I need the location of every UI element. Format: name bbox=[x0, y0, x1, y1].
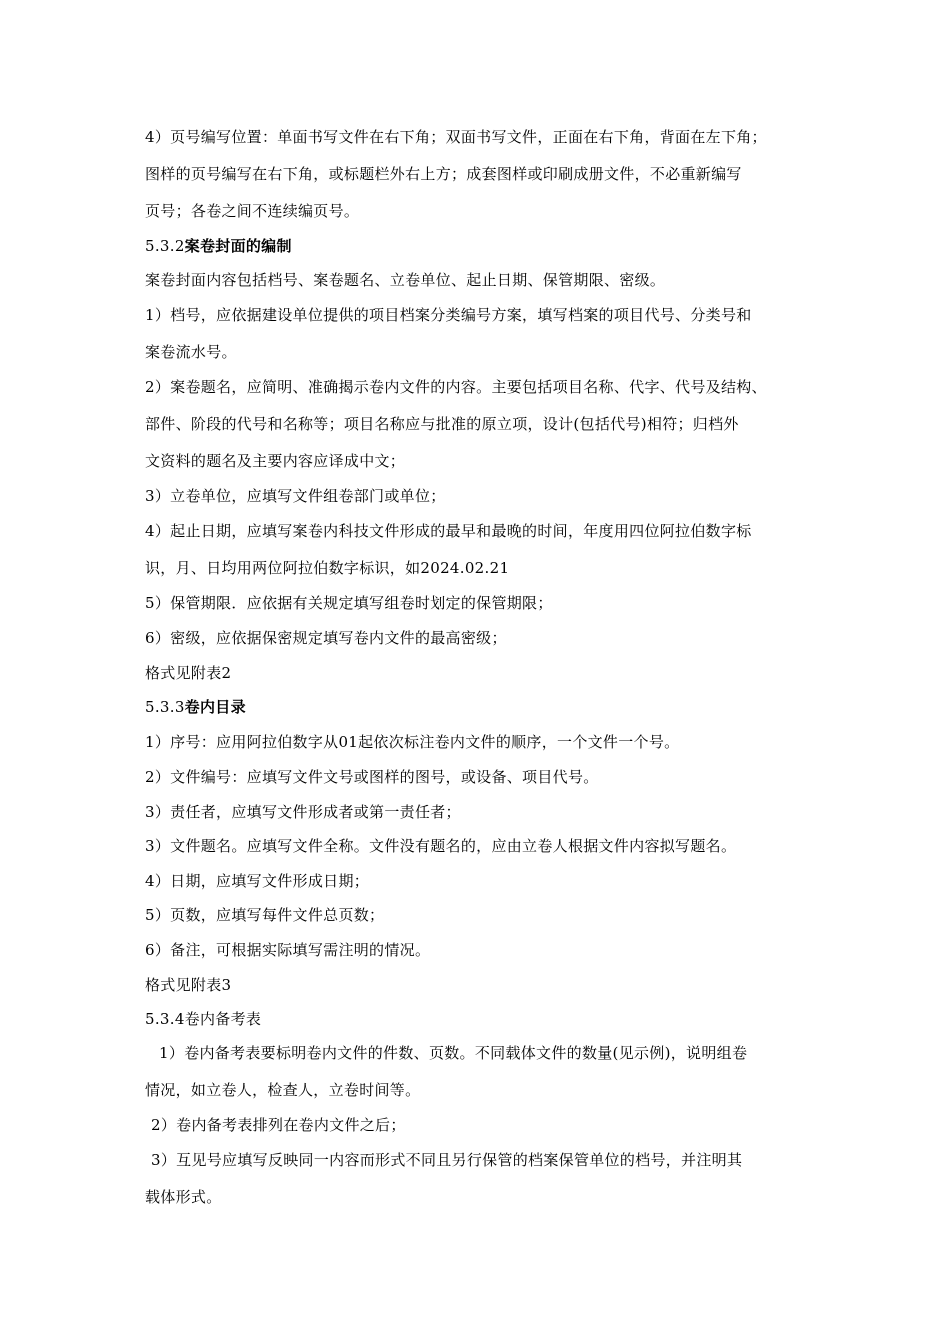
paragraph-line: 2）卷内备考表排列在卷内文件之后； bbox=[151, 1116, 406, 1134]
paragraph-line: 图样的页号编写在右下角，或标题栏外右上方；成套图样或印刷成册文件，不必重新编写 bbox=[145, 165, 742, 183]
paragraph-line: 识，月、日均用两位阿拉伯数字标识，如2024.02.21 bbox=[145, 559, 510, 577]
paragraph-line: 5）保管期限．应依据有关规定填写组卷时划定的保管期限； bbox=[145, 594, 553, 612]
paragraph-line: 4）页号编写位置：单面书写文件在右下角；双面书写文件，正面在右下角，背面在左下角； bbox=[145, 128, 767, 146]
paragraph-line: 3）责任者，应填写文件形成者或第一责任者； bbox=[145, 803, 461, 821]
paragraph-line: 2）文件编号：应填写文件文号或图样的图号，或设备、项目代号。 bbox=[145, 768, 599, 786]
section-number: 5.3.3 bbox=[145, 698, 185, 716]
paragraph-line: 案卷流水号。 bbox=[145, 343, 237, 361]
paragraph-line: 6）备注，可根据实际填写需注明的情况。 bbox=[145, 941, 431, 959]
paragraph-line: 4）日期，应填写文件形成日期； bbox=[145, 872, 370, 890]
paragraph-line: 格式见附表3 bbox=[145, 976, 232, 994]
paragraph-line: 4）起止日期，应填写案卷内科技文件形成的最早和最晚的时间，年度用四位阿拉伯数字标 bbox=[145, 522, 752, 540]
paragraph-line: 情况，如立卷人，检查人，立卷时间等。 bbox=[145, 1081, 421, 1099]
paragraph-line: 载体形式。 bbox=[145, 1188, 222, 1206]
paragraph-line: 6）密级，应依据保密规定填写卷内文件的最高密级； bbox=[145, 629, 507, 647]
paragraph-line: 1）档号，应依据建设单位提供的项目档案分类编号方案，填写档案的项目代号、分类号和 bbox=[145, 306, 752, 324]
paragraph-line: 5）页数，应填写每件文件总页数； bbox=[145, 906, 385, 924]
section-heading-5-3-3 bbox=[145, 697, 246, 717]
paragraph-line: 部件、阶段的代号和名称等；项目名称应与批准的原立项，设计(包括代号)相符；归档外 bbox=[145, 415, 739, 433]
paragraph-line: 3）互见号应填写反映同一内容而形式不同且另行保管的档案保管单位的档号，并注明其 bbox=[151, 1151, 743, 1169]
paragraph-line: 3）立卷单位，应填写文件组卷部门或单位； bbox=[145, 487, 446, 505]
paragraph-line: 文资料的题名及主要内容应译成中文； bbox=[145, 452, 406, 470]
section-heading-5-3-2 bbox=[145, 236, 292, 256]
paragraph-line: 1）序号：应用阿拉伯数字从01起依次标注卷内文件的顺序，一个文件一个号。 bbox=[145, 733, 680, 751]
section-title: 卷内目录 bbox=[184, 698, 246, 716]
section-number: 5.3.2 bbox=[145, 237, 185, 255]
paragraph-line: 1）卷内备考表要标明卷内文件的件数、页数。不同载体文件的数量(见示例)，说明组卷 bbox=[159, 1044, 748, 1062]
paragraph-line: 2）案卷题名，应简明、准确揭示卷内文件的内容。主要包括项目名称、代字、代号及结构、 bbox=[145, 378, 767, 396]
paragraph-line: 页号；各卷之间不连续编页号。 bbox=[145, 202, 360, 220]
paragraph-line: 3）文件题名。应填写文件全称。文件没有题名的，应由立卷人根据文件内容拟写题名。 bbox=[145, 837, 737, 855]
section-heading-5-3-4: 5.3.4卷内备考表 bbox=[145, 1010, 262, 1028]
paragraph-line: 格式见附表2 bbox=[145, 664, 232, 682]
paragraph-line: 案卷封面内容包括档号、案卷题名、立卷单位、起止日期、保管期限、密级。 bbox=[145, 271, 666, 289]
section-title: 案卷封面的编制 bbox=[184, 237, 292, 255]
